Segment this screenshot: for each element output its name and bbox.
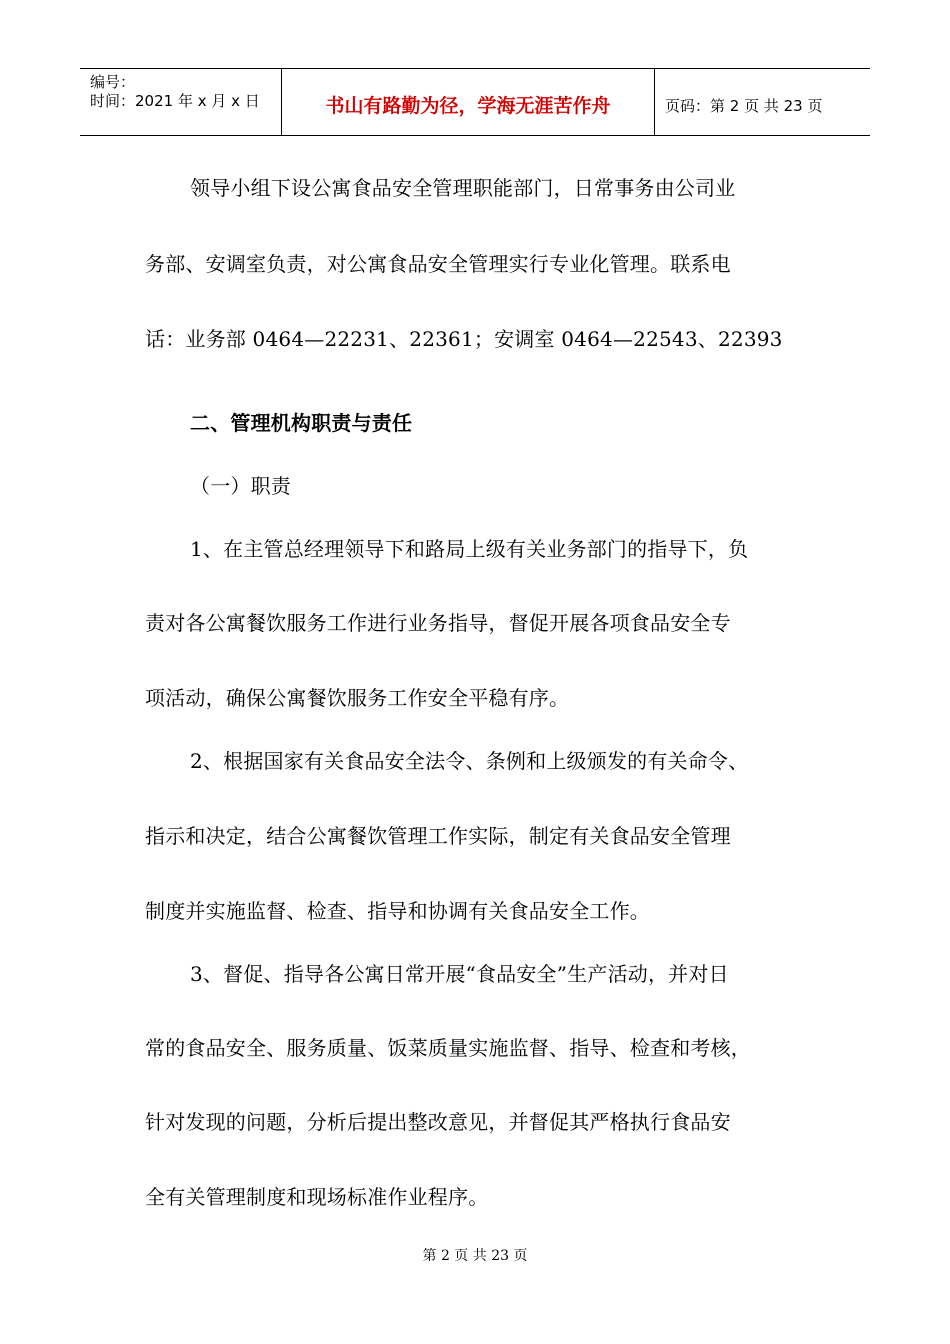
header-motto: 书山有路勤为径，学海无涯苦作舟: [325, 95, 611, 117]
document-number-label: 编号：: [90, 73, 136, 91]
paragraph-line: 常的食品安全、服务质量、饭菜质量实施监督、指导、检查和考核，: [145, 1036, 751, 1060]
paragraph-line: 务部、安调室负责，对公寓食品安全管理实行专业化管理。联系电: [145, 252, 731, 276]
section-heading: 二、管理机构职责与责任: [190, 411, 413, 435]
document-date: 时间：2021 年 x 月 x 日: [90, 92, 260, 110]
header-page-info: 页码：第 2 页 共 23 页: [665, 97, 823, 115]
header-motto-cell: [282, 69, 655, 135]
paragraph-line: 领导小组下设公寓食品安全管理职能部门，日常事务由公司业: [190, 176, 736, 200]
paragraph-line: 2、根据国家有关食品安全法令、条例和上级颁发的有关命令、: [190, 749, 749, 773]
paragraph-line: 1、在主管总经理领导下和路局上级有关业务部门的指导下，负: [190, 537, 749, 561]
page-footer: 第 2 页 共 23 页: [422, 1248, 528, 1264]
page-header-table: [80, 68, 870, 136]
paragraph-line: 项活动，确保公寓餐饮服务工作安全平稳有序。: [145, 686, 570, 710]
header-meta-cell: [80, 69, 282, 135]
paragraph-line: 全有关管理制度和现场标准作业程序。: [145, 1185, 489, 1209]
paragraph-line: 3、督促、指导各公寓日常开展“食品安全”生产活动，并对日: [190, 962, 729, 986]
paragraph-line: 针对发现的问题，分析后提出整改意见，并督促其严格执行食品安: [145, 1110, 731, 1134]
header-page-cell: [655, 69, 870, 135]
paragraph-line: 指示和决定，结合公寓餐饮管理工作实际，制定有关食品安全管理: [145, 824, 731, 848]
subsection-heading: （一）职责: [190, 474, 291, 498]
paragraph-line: 责对各公寓餐饮服务工作进行业务指导，督促开展各项食品安全专: [145, 611, 731, 635]
paragraph-line: 话：业务部 0464—22231、22361；安调室 0464—22543、22393: [145, 327, 783, 351]
paragraph-line: 制度并实施监督、检查、指导和协调有关食品安全工作。: [145, 899, 650, 923]
